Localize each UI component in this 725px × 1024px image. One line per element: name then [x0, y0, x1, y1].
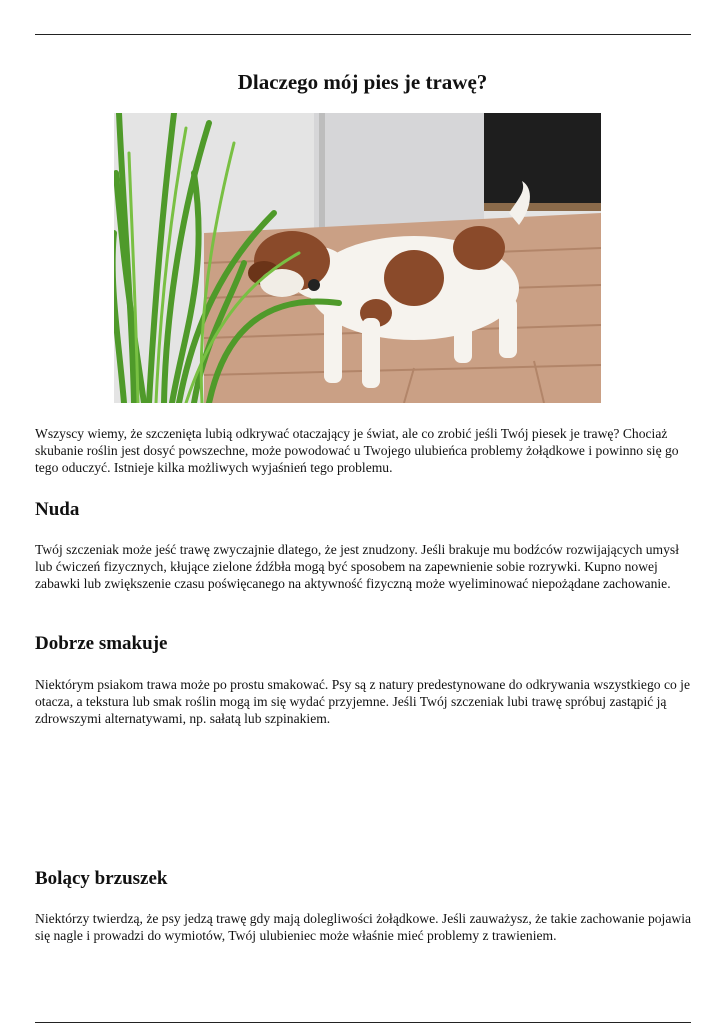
- window-shape: [484, 113, 601, 208]
- section-heading: Dobrze smakuje: [35, 633, 168, 654]
- article-photo: [114, 113, 601, 403]
- page-title: Dlaczego mój pies je trawę?: [237, 70, 488, 94]
- section-body: Niektórym psiakom trawa może po prostu smakować. Psy są z natury predestynowane do odkrywania wszystkiego co je otacza, a tekstura lub smak roślin mogą im się wydać przyjemne. Jeśli Twój szczeniak lubi trawę spróbuj zastąpić ją zdrowszymi alternatywami, np. sałatą lub szpinakiem.: [35, 677, 690, 727]
- bottom-rule: [35, 1022, 691, 1023]
- section-heading: Bolący brzuszek: [35, 868, 168, 889]
- section-body: Twój szczeniak może jeść trawę zwyczajnie dlatego, że jest znudzony. Jeśli brakuje mu bodźców rozwijających umysł lub ćwiczeń fizycznych, kłujące zielone źdźbła mogą być sposobem na zapewnienie sobie rozrywki. Kupno nowej zabawki lub zwiększenie czasu poświęcanego na aktywność fizyczną może wyeliminować niepożądane zachowanie.: [35, 542, 679, 592]
- section-heading: Nuda: [35, 499, 80, 520]
- top-rule: [35, 34, 691, 35]
- section-body: Niektórzy twierdzą, że psy jedzą trawę gdy mają dolegliwości żołądkowe. Jeśli zauważysz, że takie zachowanie pojawia się nagle i prowadzi do wymiotów, Twój ulubieniec może właśnie mieć problemy z trawieniem.: [35, 911, 691, 944]
- intro-paragraph: Wszyscy wiemy, że szczenięta lubią odkrywać otaczający je świat, ale co zrobić jeśli Twój piesek je trawę? Chociaż skubanie roślin jest dosyć powszechne, może powodować u Twojego ulubieńca problemy żołądkowe i powinno się go tego oduczyć. Istnieje kilka możliwych wyjaśnień tego problemu.: [35, 426, 679, 476]
